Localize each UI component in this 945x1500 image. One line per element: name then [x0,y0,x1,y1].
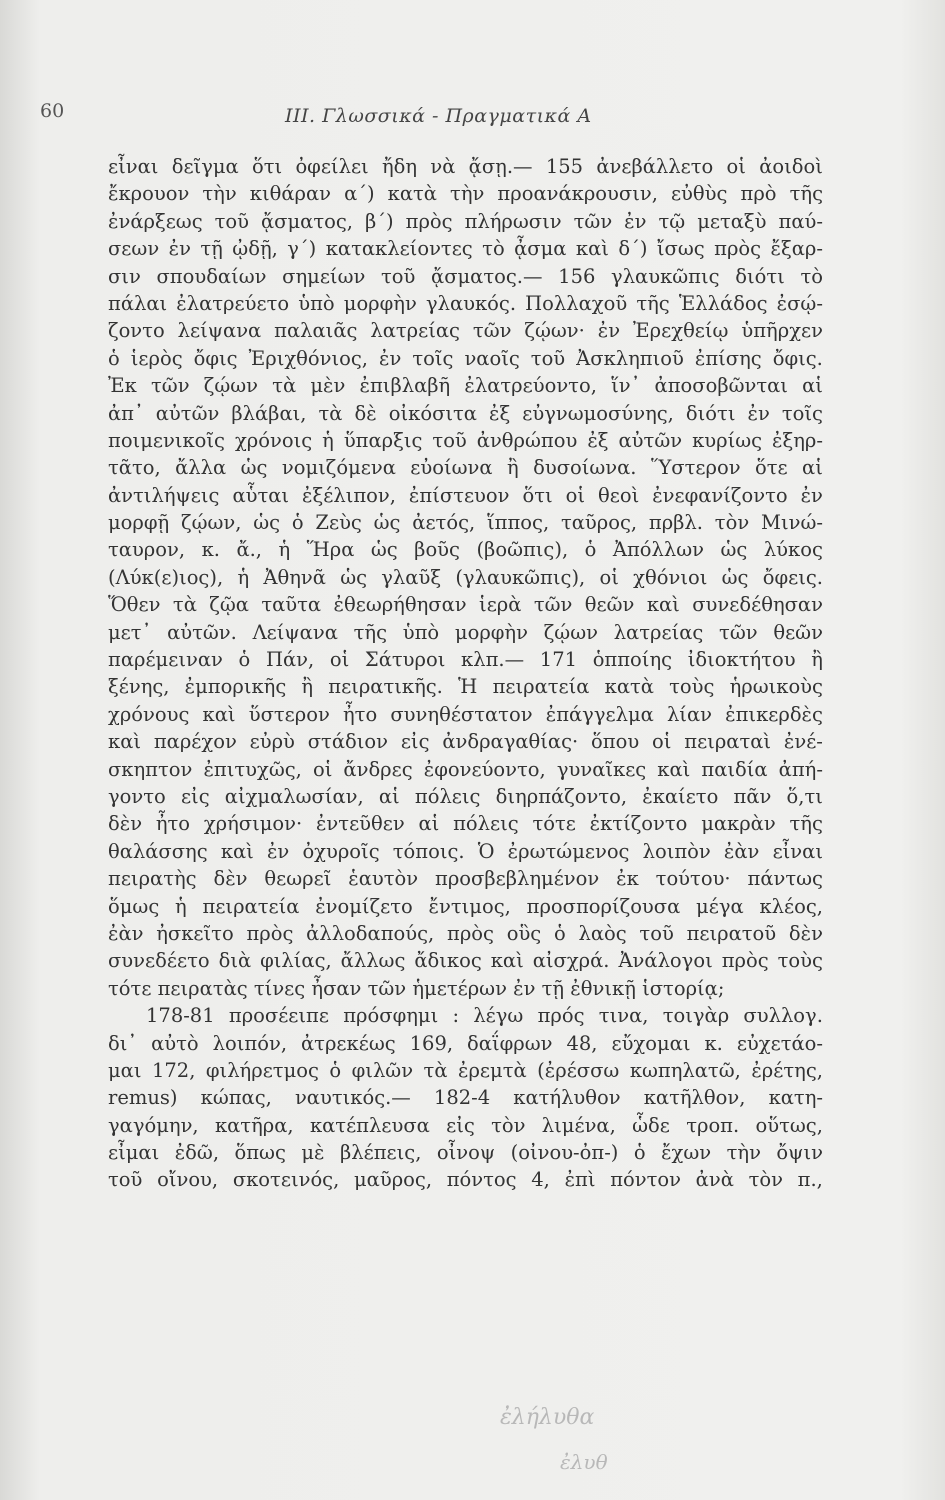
page-number: 60 [40,100,65,122]
text-line: τᾶτο, ἄλλα ὡς νομιζόμενα εὐοίωνα ἢ δυσοίωνα. Ὕστερον ὅτε αἱ [108,456,823,480]
text-line: θαλάσσης καὶ ἐν ὀχυροῖς τόποις. Ὁ ἐρωτώμενος λοιπὸν ἐὰν εἶναι [108,839,823,863]
text-line: ζοντο λείψανα παλαιᾶς λατρείας τῶν ζῴων· ἐν Ἐρεχθείῳ ὑπῆρχεν [108,319,823,343]
text-line: παρέμειναν ὁ Πάν, οἱ Σάτυροι κλπ.— 171 ὁπποίης ἰδιοκτήτου ἢ [108,648,823,672]
text-line: ὅμως ἡ πειρατεία ἐνομίζετο ἔντιμος, προσπορίζουσα μέγα κλέος, [108,894,823,918]
text-line: Ἐκ τῶν ζῴων τὰ μὲν ἐπιβλαβῆ ἐλατρεύοντο, ἵν᾽ ἀποσοβῶνται αἱ [108,374,823,398]
text-line: ἀντιλήψεις αὗται ἐξέλιπον, ἐπίστευον ὅτι οἱ θεοὶ ἐνεφανίζοντο ἐν [108,483,823,507]
text-line: πειρατὴς δὲν θεωρεῖ ἑαυτὸν προσβεβλημένον ἐκ τούτου· πάντως [108,867,823,891]
body-text [108,153,823,1194]
text-line: ταυρον, κ. ἄ., ἡ Ἥρα ὡς βοῦς (βοῶπις), ὁ Ἀπόλλων ὡς λύκος [108,538,823,562]
text-line: remus) κώπας, ναυτικός.— 182-4 κατήλυθον κατῆλθον, κατη- [108,1086,823,1110]
text-line: συνεδέετο διὰ φιλίας, ἄλλως ἄδικος καὶ αἰσχρά. Ἀνάλογοι πρὸς τοὺς [108,949,823,973]
text-line: ἀπ᾽ αὐτῶν βλάβαι, τὰ δὲ οἰκόσιτα ἐξ εὐγνωμοσύνης, διότι ἐν τοῖς [108,401,823,425]
text-line: γαγόμην, κατῆρα, κατέπλευσα εἰς τὸν λιμένα, ὧδε τροπ. οὕτως, [108,1113,823,1137]
text-line: σκηπτον ἐπιτυχῶς, οἱ ἄνδρες ἐφονεύοντο, γυναῖκες καὶ παιδία ἀπή- [108,757,823,781]
running-head: ΙΙΙ. Γλωσσικά - Πραγματικά Α [285,105,592,127]
text-line: δι᾽ αὐτὸ λοιπόν, ἀτρεκέως 169, δαΐφρων 48, εὔχομαι κ. εὐχετάο- [108,1031,823,1055]
text-line: σιν σπουδαίων σημείων τοῦ ᾄσματος.— 156 γλαυκῶπις διότι τὸ [108,264,823,288]
text-line: ξένης, ἐμπορικῆς ἢ πειρατικῆς. Ἡ πειρατεία κατὰ τοὺς ἡρωικοὺς [108,675,823,699]
text-line: 178-81 προσέειπε πρόσφημι : λέγω πρός τινα, τοιγὰρ συλλογ. [146,1004,823,1028]
text-line: μετ᾽ αὐτῶν. Λείψανα τῆς ὑπὸ μορφὴν ζῴων λατρείας τῶν θεῶν [108,620,823,644]
pencil-note: ἐλυθ [560,1450,608,1474]
text-line: ἐὰν ἠσκεῖτο πρὸς ἀλλοδαπούς, πρὸς οὓς ὁ λαὸς τοῦ πειρατοῦ δὲν [108,921,823,945]
pencil-note: ἐλήλυθα [500,1405,595,1430]
text-line: χρόνους καὶ ὕστερον ἦτο συνηθέστατον ἐπάγγελμα λίαν ἐπικερδὲς [108,702,823,726]
text-line: καὶ παρέχον εὐρὺ στάδιον εἰς ἀνδραγαθίας· ὅπου οἱ πειραταὶ ἐνέ- [108,730,823,754]
text-line: Ὅθεν τὰ ζῷα ταῦτα ἐθεωρήθησαν ἱερὰ τῶν θεῶν καὶ συνεδέθησαν [108,593,823,617]
text-line: εἶναι δεῖγμα ὅτι ὀφείλει ἤδη νὰ ᾄσῃ.— 155 ἀνεβάλλετο οἱ ἀοιδοὶ [108,155,823,178]
text-line: δὲν ἦτο χρήσιμον· ἐντεῦθεν αἱ πόλεις τότε ἐκτίζοντο μακρὰν τῆς [108,812,823,836]
text-line: τοῦ οἴνου, σκοτεινός, μαῦρος, πόντος 4, ἐπὶ πόντον ἀνὰ τὸν π., [108,1168,823,1192]
text-line: σεων ἐν τῇ ᾠδῇ, γ΄) κατακλείοντες τὸ ᾆσμα καὶ δ΄) ἴσως πρὸς ἔξαρ- [108,237,823,261]
text-line: (Λύκ(ε)ιος), ἡ Ἀθηνᾶ ὡς γλαῦξ (γλαυκῶπις), οἱ χθόνιοι ὡς ὄφεις. [108,565,823,589]
text-line: εἶμαι ἐδῶ, ὅπως μὲ βλέπεις, οἶνοψ (οἰνου-ὀπ-) ὁ ἔχων τὴν ὄψιν [108,1141,823,1165]
text-line: πάλαι ἐλατρεύετο ὑπὸ μορφὴν γλαυκός. Πολλαχοῦ τῆς Ἑλλάδος ἐσῴ- [108,291,823,315]
text-line: τότε πειρατὰς τίνες ἦσαν τῶν ἡμετέρων ἐν τῇ ἐθνικῇ ἱστορίᾳ; [108,976,725,1000]
text-line: μαι 172, φιλήρετμος ὁ φιλῶν τὰ ἐρεμτὰ (ἐρέσσω κωπηλατῶ, ἐρέτης, [108,1058,823,1082]
text-line: ὁ ἱερὸς ὄφις Ἐριχθόνιος, ἐν τοῖς ναοῖς τοῦ Ἀσκληπιοῦ ἐπίσης ὄφις. [108,346,823,370]
text-line: ἔκρουον τὴν κιθάραν α΄) κατὰ τὴν προανάκρουσιν, εὐθὺς πρὸ τῆς [108,182,823,206]
text-line: γοντο εἰς αἰχμαλωσίαν, αἱ πόλεις διηρπάζοντο, ἐκαίετο πᾶν ὅ,τι [108,784,823,808]
text-line: ποιμενικοῖς χρόνοις ἡ ὕπαρξις τοῦ ἀνθρώπου ἐξ αὐτῶν κυρίως ἐξηρ- [108,428,823,452]
text-line: μορφῇ ζῴων, ὡς ὁ Ζεὺς ὡς ἀετός, ἵππος, ταῦρος, πρβλ. τὸν Μινώ- [108,511,823,535]
text-line: ἐνάρξεως τοῦ ᾄσματος, β΄) πρὸς πλήρωσιν τῶν ἐν τῷ μεταξὺ παύ- [108,209,823,233]
